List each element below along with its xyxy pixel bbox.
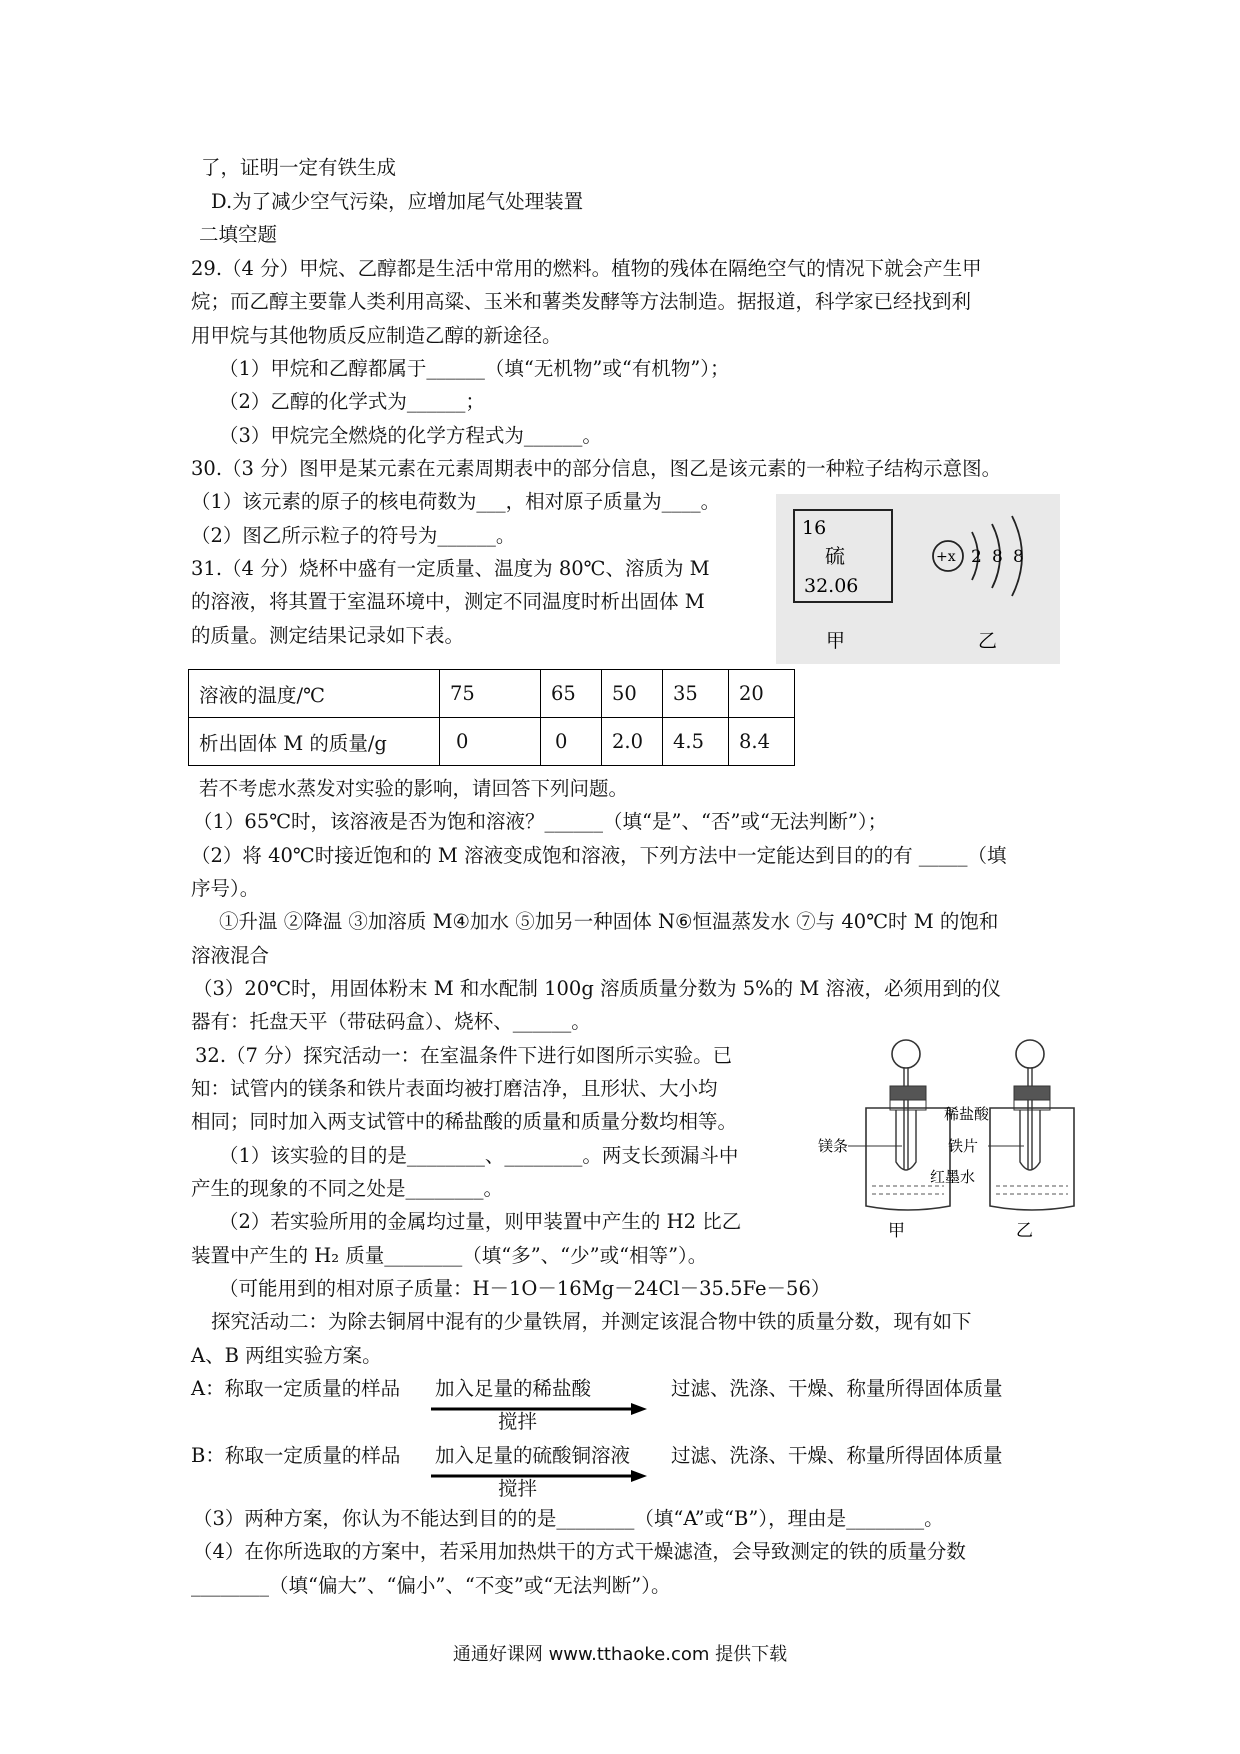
- shell-electrons-3: 8: [1013, 547, 1024, 567]
- text-line: 31.（4 分）烧杯中盛有一定质量、温度为 80℃、溶质为 M: [191, 557, 710, 580]
- scheme-condition: 搅拌: [498, 1410, 538, 1433]
- table-header-temperature: 溶液的温度/℃: [189, 670, 440, 718]
- scheme-reagent: 加入足量的硫酸铜溶液: [435, 1444, 631, 1467]
- text-line: 的质量。测定结果记录如下表。: [191, 624, 465, 647]
- element-symbol: 硫: [825, 544, 845, 568]
- table-cell: 50: [602, 670, 663, 718]
- reaction-arrow: [431, 1402, 651, 1416]
- figure-label-a: 甲: [888, 1221, 905, 1241]
- text-line: 序号）。: [191, 877, 260, 900]
- metal-acid-apparatus-figure: [818, 1030, 1082, 1244]
- text-line: （1）该实验的目的是________、________。两支长颈漏斗中: [219, 1144, 739, 1167]
- solubility-table: [188, 669, 795, 766]
- text-line: ________（填“偏大”、“偏小”、“不变”或“无法判断”）。: [191, 1574, 671, 1597]
- text-line: （3）甲烷完全燃烧的化学方程式为______。: [219, 424, 602, 447]
- text-line: 29.（4 分）甲烷、乙醇都是生活中常用的燃料。植物的残体在隔绝空气的情况下就会产生甲: [191, 257, 982, 280]
- figure-label-a: 甲: [826, 630, 846, 652]
- text-line: （2）图乙所示粒子的符号为______。: [191, 524, 516, 547]
- text-line: 用甲烷与其他物质反应制造乙醇的新途径。: [191, 324, 562, 347]
- scheme-b: [191, 1443, 1091, 1509]
- label-hydrochloric-acid: 稀盐酸: [944, 1105, 990, 1123]
- text-line: 探究活动二：为除去铜屑中混有的少量铁屑，并测定该混合物中铁的质量分数，现有如下: [211, 1310, 972, 1333]
- table-cell: 35: [663, 670, 729, 718]
- text-line: （1）65℃时，该溶液是否为饱和溶液？______（填“是”、“否”或“无法判断”）；: [193, 810, 888, 833]
- table-cell: 8.4: [729, 718, 795, 766]
- text-line: （4）在你所选取的方案中，若采用加热烘干的方式干燥滤渣，会导致测定的铁的质量分数: [193, 1540, 966, 1563]
- text-line: A、B 两组实验方案。: [191, 1344, 382, 1367]
- text-line: 30.（3 分）图甲是某元素在元素周期表中的部分信息，图乙是该元素的一种粒子结构示意图。: [191, 457, 1002, 480]
- table-row: [189, 670, 795, 718]
- shell-electrons-1: 2: [971, 547, 982, 567]
- figure-label-b: 乙: [1016, 1221, 1033, 1241]
- label-iron: 铁片: [948, 1137, 979, 1155]
- text-line: 相同；同时加入两支试管中的稀盐酸的质量和质量分数均相等。: [191, 1110, 738, 1133]
- reaction-arrow: [431, 1469, 651, 1483]
- table-cell: 20: [729, 670, 795, 718]
- text-line: 烷；而乙醇主要靠人类利用高粱、玉米和薯类发酵等方法制造。据报道，科学家已经找到利: [191, 290, 972, 313]
- scheme-reagent: 加入足量的稀盐酸: [435, 1377, 592, 1400]
- text-line: （可能用到的相对原子质量：H－1O－16Mg－24Cl－35.5Fe－56）: [219, 1277, 831, 1300]
- text-line: 了，证明一定有铁生成: [201, 156, 397, 179]
- text-line: 二填空题: [199, 223, 278, 246]
- text-line: （2）将 40℃时接近饱和的 M 溶液变成饱和溶液，下列方法中一定能达到目的的有 _____（填: [191, 844, 1007, 867]
- text-line: （1）甲烷和乙醇都属于______（填“无机物”或“有机物”）；: [219, 357, 730, 380]
- sulfur-element-figure: [776, 494, 1060, 664]
- scheme-a: [191, 1376, 1091, 1442]
- text-line: D.为了减少空气污染，应增加尾气处理装置: [211, 190, 584, 213]
- scheme-start: A：称取一定质量的样品: [191, 1377, 401, 1400]
- apparatus-b: [988, 1040, 1074, 1210]
- text-line: ①升温 ②降温 ③加溶质 M④加水 ⑤加另一种固体 N⑥恒温蒸发水 ⑦与 40℃时 M 的饱和: [219, 910, 999, 933]
- text-line: 溶液混合: [191, 944, 270, 967]
- text-line: 的溶液，将其置于室温环境中，测定不同温度时析出固体 M: [191, 590, 705, 613]
- atomic-mass: 32.06: [804, 575, 859, 597]
- scheme-start: B：称取一定质量的样品: [191, 1444, 401, 1467]
- text-line: （1）该元素的原子的核电荷数为___，相对原子质量为____。: [191, 490, 721, 513]
- text-line: （2）乙醇的化学式为______；: [219, 390, 485, 413]
- nucleus-charge: +x: [936, 549, 956, 565]
- scheme-condition: 搅拌: [498, 1477, 538, 1500]
- table-cell: 4.5: [663, 718, 729, 766]
- table-cell: 75: [440, 670, 541, 718]
- shell-electrons-2: 8: [992, 547, 1003, 567]
- text-line: （3）20℃时，用固体粉末 M 和水配制 100g 溶质质量分数为 5%的 M 溶液，必须用到的仪: [193, 977, 1001, 1000]
- label-red-ink: 红墨水: [930, 1168, 976, 1186]
- figure-label-b: 乙: [978, 630, 998, 652]
- scheme-result: 过滤、洗涤、干燥、称量所得固体质量: [671, 1444, 1003, 1467]
- atomic-number: 16: [802, 517, 827, 539]
- table-cell: 0: [541, 718, 602, 766]
- text-line: 知：试管内的镁条和铁片表面均被打磨洁净，且形状、大小均: [191, 1077, 718, 1100]
- text-line: 32.（7 分）探究活动一：在室温条件下进行如图所示实验。已: [195, 1044, 733, 1067]
- scheme-result: 过滤、洗涤、干燥、称量所得固体质量: [671, 1377, 1003, 1400]
- text-line: （3）两种方案，你认为不能达到目的的是________（填“A”或“B”），理由是________。: [193, 1507, 944, 1530]
- table-cell: 0: [440, 718, 541, 766]
- label-magnesium: 镁条: [818, 1137, 849, 1155]
- text-line: （2）若实验所用的金属均过量，则甲装置中产生的 H2 比乙: [219, 1210, 742, 1233]
- table-header-mass: 析出固体 M 的质量/g: [189, 718, 440, 766]
- table-cell: 2.0: [602, 718, 663, 766]
- table-cell: 65: [541, 670, 602, 718]
- text-line: 产生的现象的不同之处是________。: [191, 1177, 504, 1200]
- text-line: 装置中产生的 H₂ 质量________（填“多”、“少”或“相等”）。: [191, 1244, 708, 1267]
- text-line: 若不考虑水蒸发对实验的影响，请回答下列问题。: [199, 777, 629, 800]
- text-line: 器有：托盘天平（带砝码盒）、烧杯、______。: [191, 1010, 591, 1033]
- table-row: [189, 718, 795, 766]
- page-footer: 通通好课网 www.tthaoke.com 提供下载: [452, 1644, 788, 1665]
